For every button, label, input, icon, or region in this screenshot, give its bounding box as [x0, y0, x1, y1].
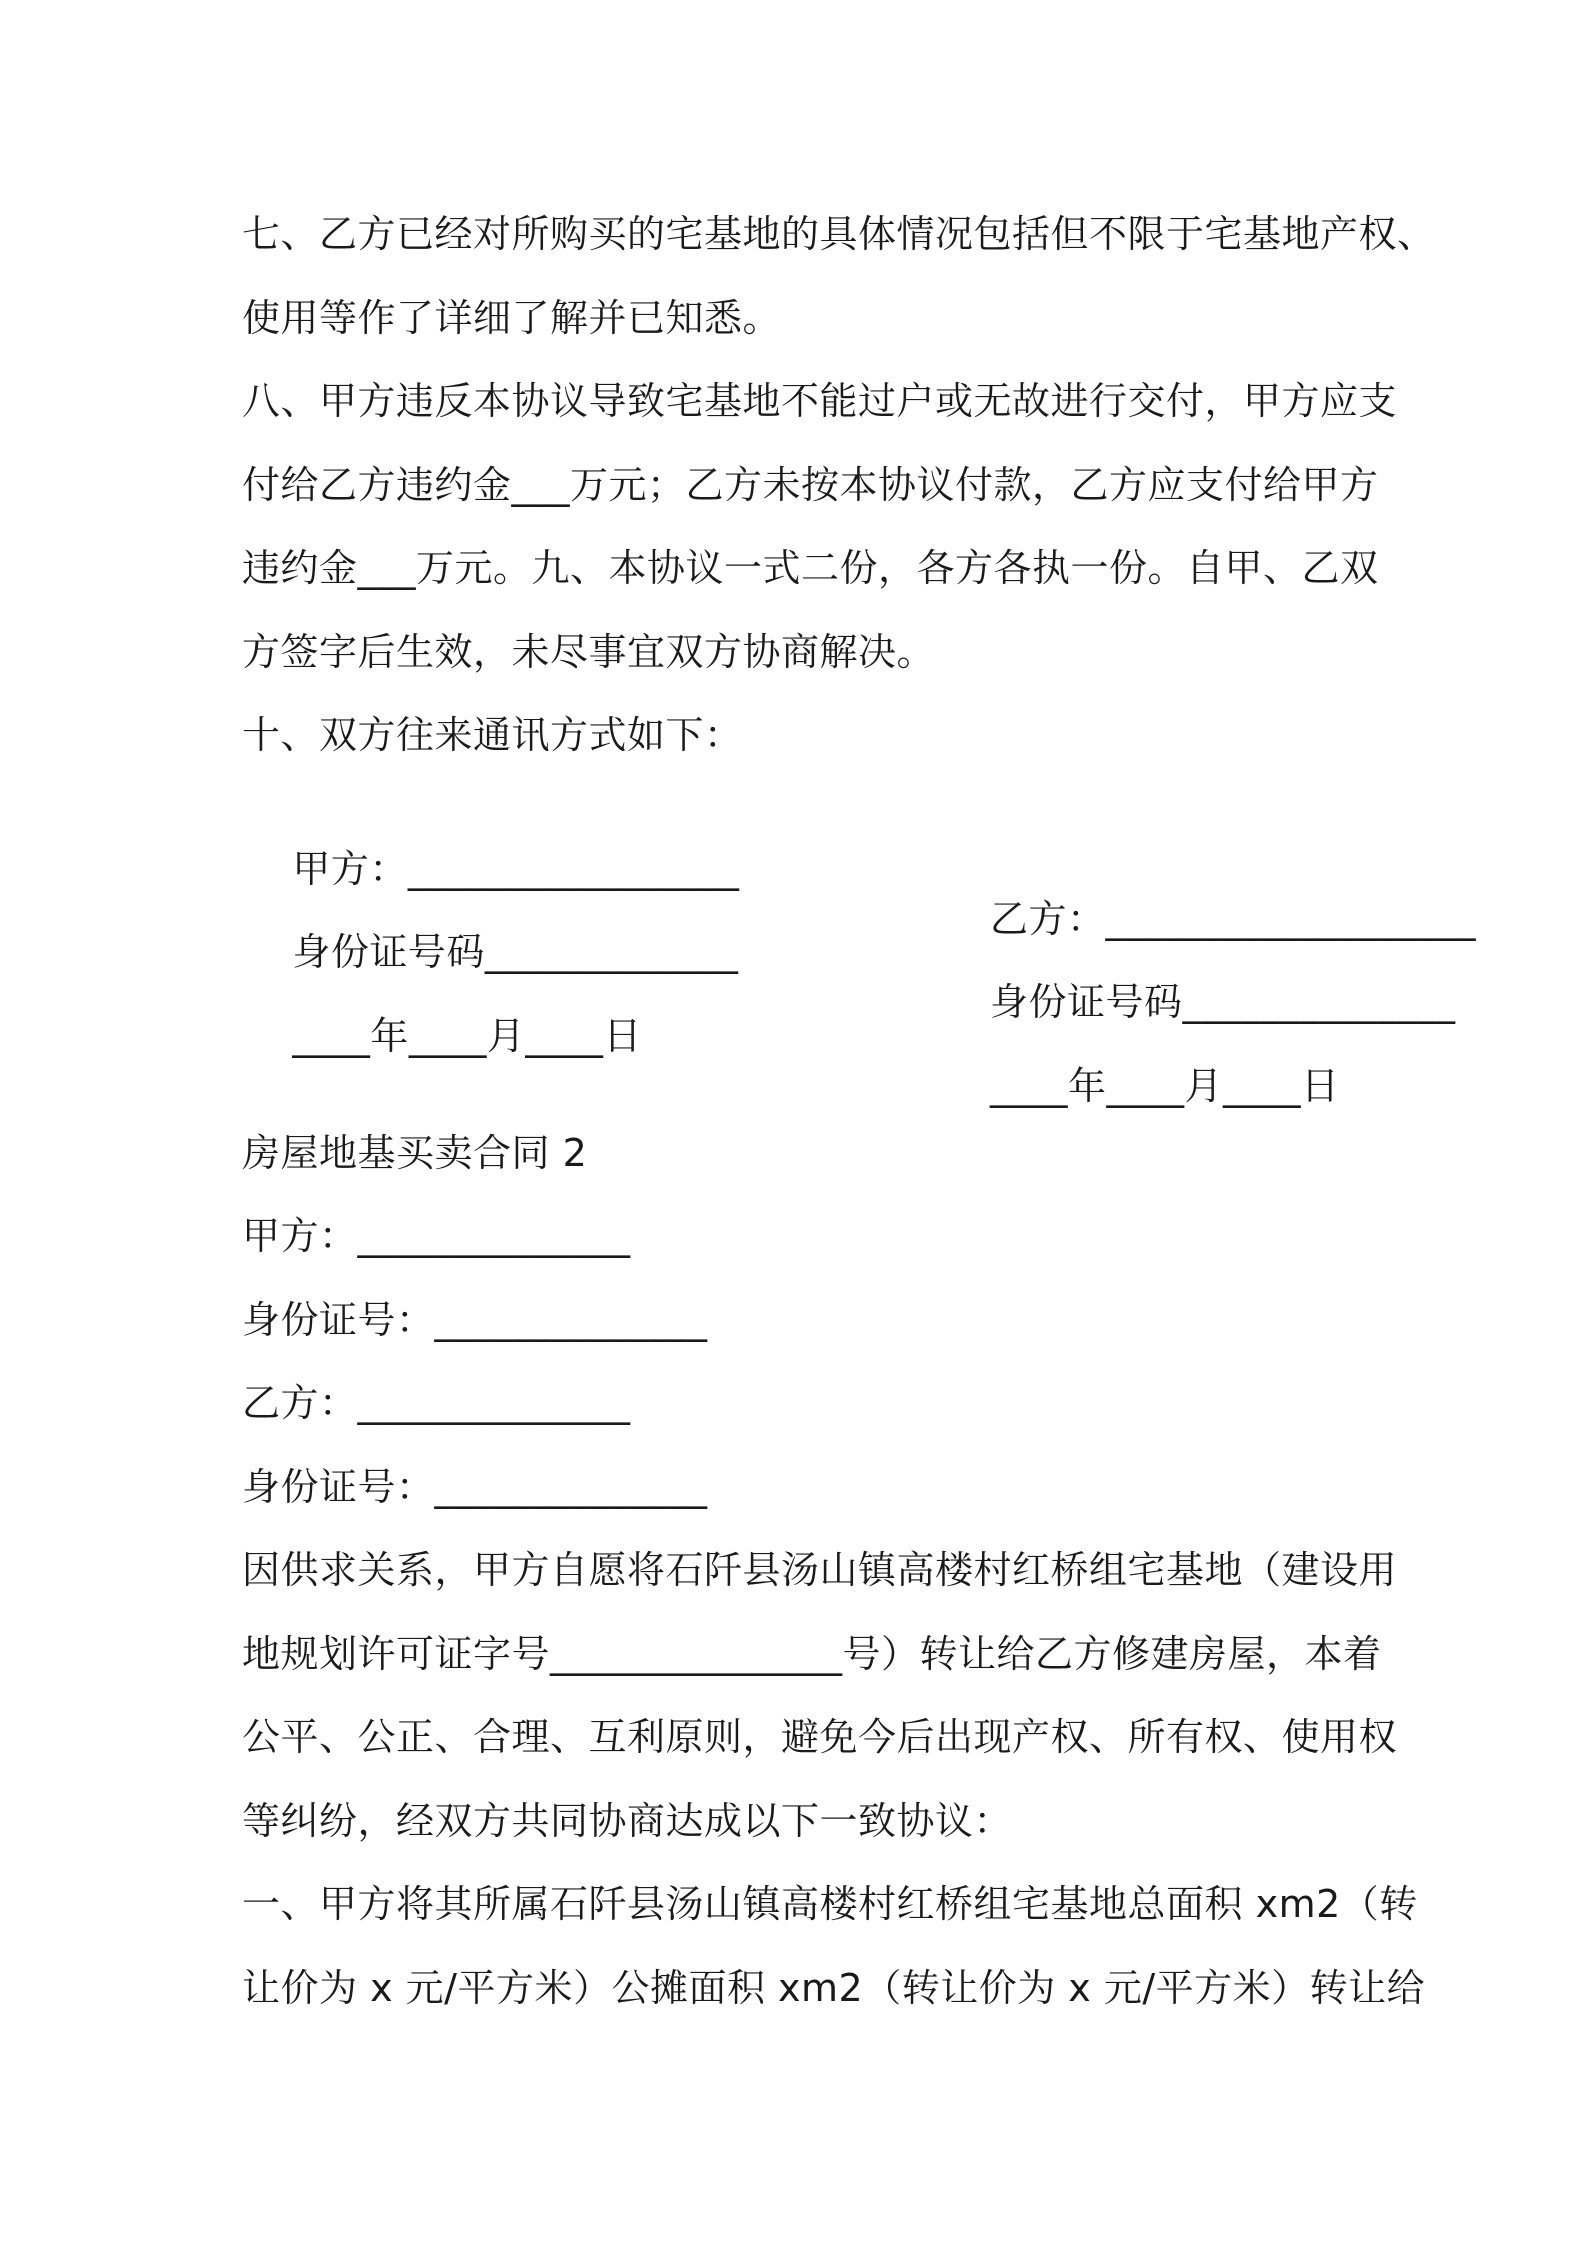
contract-2-party-a: 甲方：______________: [242, 1214, 631, 1258]
party-b-date: ____年____月____日: [990, 1064, 1340, 1108]
clause-1-line-1: 一、甲方将其所属石阡县汤山镇高楼村红桥组宅基地总面积 xm2（转: [242, 1882, 1418, 1926]
party-a-id-number: 身份证号码_____________: [292, 930, 739, 974]
preamble-line-2: 地规划许可证字号_______________号）转让给乙方修建房屋，本着: [242, 1632, 1382, 1676]
preamble-line-4: 等纠纷，经双方共同协商达成以下一致协议：: [242, 1799, 1013, 1843]
preamble-line-1: 因供求关系，甲方自愿将石阡县汤山镇高楼村红桥组宅基地（建设用: [242, 1548, 1398, 1592]
clause-8-line-2: 付给乙方违约金___万元；乙方未按本协议付款，乙方应支付给甲方: [242, 463, 1379, 507]
clause-9-line-4: 方签字后生效，未尽事宜双方协商解决。: [242, 630, 936, 674]
party-a-date: ____年____月____日: [292, 1014, 642, 1058]
contract-2-party-b-id: 身份证号：______________: [242, 1465, 708, 1509]
clause-1-line-2: 让价为 x 元/平方米）公摊面积 xm2（转让价为 x 元/平方米）转让给: [242, 1966, 1426, 2010]
signature-party-row: [242, 794, 1477, 941]
party-a-signature: 甲方：_________________: [292, 847, 740, 891]
clause-7-line-2: 使用等作了详细了解并已知悉。: [242, 296, 782, 340]
clause-8-line-1: 八、甲方违反本协议导致宅基地不能过户或无故进行交付，甲方应支: [242, 379, 1398, 423]
contract-2-party-b: 乙方：______________: [242, 1381, 631, 1425]
party-b-signature: 乙方：___________________: [990, 897, 1477, 941]
party-b-id-number: 身份证号码______________: [990, 980, 1456, 1024]
contract-2-party-a-id: 身份证号：______________: [242, 1298, 708, 1342]
preamble-line-3: 公平、公正、合理、互利原则，避免今后出现产权、所有权、使用权: [242, 1715, 1398, 1759]
contract-2-title: 房屋地基买卖合同 2: [242, 1131, 588, 1175]
clause-10-line: 十、双方往来通讯方式如下：: [242, 713, 743, 757]
clause-8-9-line-3: 违约金___万元。九、本协议一式二份，各方各执一份。自甲、乙双: [242, 546, 1379, 590]
clause-7-line-1: 七、乙方已经对所购买的宅基地的具体情况包括但不限于宅基地产权、: [242, 212, 1436, 256]
